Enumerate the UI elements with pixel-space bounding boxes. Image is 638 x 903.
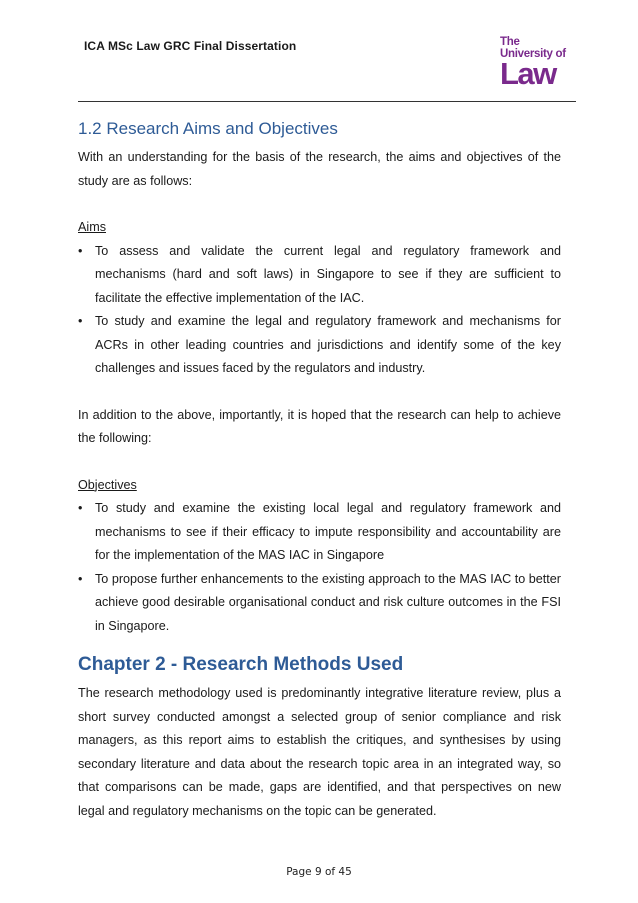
bullet-icon: • — [78, 501, 83, 515]
section-heading: 1.2 Research Aims and Objectives — [78, 119, 338, 138]
page-body — [78, 118, 561, 823]
university-of-law-logo — [500, 37, 570, 89]
logo-text-the: The — [500, 36, 520, 48]
header-divider — [78, 101, 576, 102]
document-header-title: ICA MSc Law GRC Final Dissertation — [84, 39, 297, 53]
logo-text-law: Law — [500, 56, 556, 91]
addition-paragraph: In addition to the above, importantly, it is hoped that the research can help to achieve the following: — [78, 407, 561, 445]
bullet-icon: • — [78, 571, 83, 586]
list-item: • To study and examine the existing local legal and regulatory framework and mechanisms to see if their efficacy to impute responsibility and accountability are for the implementation of the MAS IAC in Singapore — [78, 497, 561, 568]
aims-label: Aims — [78, 220, 106, 234]
chapter-body: The research methodology used is predominantly integrative literature review, plus a short survey conducted amongst a selected group of senior compliance and risk managers, as this report aims to establish the critiques, and synthesises by using secondary literature and data about the research topic area in an integrated way, so that comparisons can be made, gaps are identified, and that perspectives on new legal and regulatory mechanisms on the topic can be generated. — [78, 686, 561, 818]
page-number: Page 9 of 45 — [286, 866, 352, 878]
objectives-list — [78, 497, 561, 638]
list-item: • To study and examine the legal and regulatory framework and mechanisms for ACRs in other leading countries and jurisdictions and identify some of the key challenges and issues faced by the regulators and industry. — [78, 310, 561, 381]
bullet-icon: • — [78, 314, 83, 328]
section-intro: With an understanding for the basis of the research, the aims and objectives of the study are as follows: — [78, 150, 561, 188]
list-item: • To assess and validate the current legal and regulatory framework and mechanisms (hard and soft laws) in Singapore to see if they are sufficient to facilitate the effective implementation of the IAC. — [78, 240, 561, 311]
bullet-icon: • — [78, 243, 83, 258]
list-item: • To propose further enhancements to the existing approach to the MAS IAC to better achieve good desirable organisational conduct and risk culture outcomes in the FSI in Singapore. — [78, 568, 561, 639]
objectives-label: Objectives — [78, 477, 137, 492]
aims-list — [78, 240, 561, 381]
logo-text-university: University of — [500, 47, 566, 60]
chapter-heading: Chapter 2 - Research Methods Used — [78, 654, 404, 675]
